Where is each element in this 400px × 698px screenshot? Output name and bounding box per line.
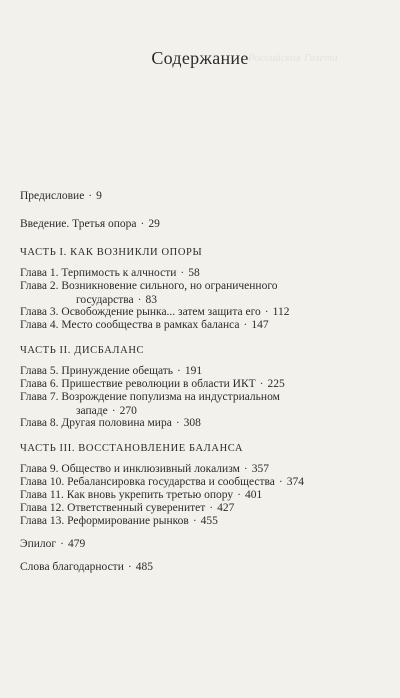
dot-separator: · bbox=[177, 365, 181, 377]
toc-entry-chapter-10[interactable] bbox=[20, 475, 390, 489]
entry-page: 427 bbox=[217, 502, 235, 514]
dot-separator: · bbox=[209, 502, 214, 514]
watermark: Российская Газета bbox=[248, 52, 338, 64]
page-title: Содержание bbox=[151, 48, 249, 68]
entry-title: Место сообщества в рамках баланса bbox=[61, 319, 240, 331]
chapter-number: Глава 11. bbox=[20, 489, 64, 501]
dot-separator: · bbox=[192, 515, 197, 527]
toc-entry-chapter-8[interactable] bbox=[20, 416, 390, 430]
dot-separator: · bbox=[278, 476, 283, 488]
toc-entry-chapter-2[interactable] bbox=[20, 279, 390, 307]
dot-separator: · bbox=[237, 489, 241, 501]
entry-title: Возникновение сильного, но ограниченного bbox=[61, 280, 278, 292]
entry-page: 83 bbox=[145, 294, 158, 306]
toc-entry-intro[interactable] bbox=[20, 217, 390, 231]
toc-entry-chapter-13[interactable] bbox=[20, 514, 390, 528]
entry-page: 58 bbox=[188, 267, 200, 279]
chapter-number: Глава 9. bbox=[20, 463, 59, 475]
dot-separator: · bbox=[180, 267, 185, 279]
part-heading-3: ЧАСТЬ III. ВОССТАНОВЛЕНИЕ БАЛАНСА bbox=[20, 443, 244, 454]
entry-page: 270 bbox=[119, 405, 137, 417]
chapter-number: Глава 3. bbox=[20, 306, 59, 318]
entry-title: Другая половина мира bbox=[61, 417, 172, 429]
chapter-number: Глава 13. bbox=[20, 515, 65, 527]
toc-entry-chapter-4[interactable] bbox=[20, 318, 390, 332]
entry-title: Ребалансировка государства и сообщества bbox=[67, 476, 275, 488]
dot-separator: · bbox=[137, 294, 142, 306]
entry-page: 485 bbox=[135, 561, 153, 573]
chapter-number: Глава 8. bbox=[20, 417, 59, 429]
entry-page: 455 bbox=[200, 515, 218, 527]
toc-entry-chapter-7[interactable] bbox=[20, 390, 390, 418]
dot-separator: · bbox=[259, 378, 264, 390]
toc-entry-chapter-12[interactable] bbox=[20, 501, 390, 515]
dot-separator: · bbox=[243, 463, 248, 475]
toc-entry-chapter-6[interactable] bbox=[20, 377, 390, 391]
entry-title: Терпимость к алчности bbox=[61, 267, 177, 279]
chapter-number: Глава 2. bbox=[20, 280, 59, 292]
toc-entry-acknowledgments[interactable] bbox=[20, 560, 390, 574]
dot-separator: · bbox=[264, 306, 269, 318]
entry-title: Эпилог bbox=[20, 538, 57, 550]
entry-title: Освобождение рынка... затем защита его bbox=[61, 306, 261, 318]
entry-page: 401 bbox=[244, 489, 263, 501]
entry-title: Возрождение популизма на индустриальном bbox=[61, 391, 280, 403]
chapter-number: Глава 5. bbox=[20, 365, 59, 377]
entry-page: 357 bbox=[251, 463, 269, 475]
dot-separator: · bbox=[127, 561, 132, 573]
entry-title: Слова благодарности bbox=[20, 561, 124, 573]
entry-page: 147 bbox=[251, 319, 269, 331]
chapter-number: Глава 6. bbox=[20, 378, 59, 390]
toc-entry-chapter-5[interactable] bbox=[20, 364, 390, 378]
entry-title: Общество и инклюзивный локализм bbox=[61, 463, 240, 475]
chapter-number: Глава 4. bbox=[20, 319, 59, 331]
chapter-number: Глава 7. bbox=[20, 391, 59, 403]
chapter-number: Глава 12. bbox=[20, 502, 65, 514]
entry-title-cont-text: государства bbox=[76, 294, 134, 306]
entry-title: Реформирование рынков bbox=[67, 515, 189, 527]
dot-separator: · bbox=[88, 190, 93, 202]
entry-title: Пришествие революции в области ИКТ bbox=[61, 378, 256, 390]
entry-page: 374 bbox=[286, 476, 304, 488]
dot-separator: · bbox=[175, 417, 180, 429]
entry-page: 9 bbox=[96, 190, 102, 202]
entry-title: Как вновь укрепить третью опору bbox=[66, 489, 234, 501]
chapter-number: Глава 1. bbox=[20, 267, 59, 279]
dot-separator: · bbox=[243, 319, 248, 331]
dot-separator: · bbox=[140, 218, 145, 230]
entry-title-cont-text: западе bbox=[76, 405, 108, 417]
entry-page: 191 bbox=[184, 365, 203, 377]
entry-page: 112 bbox=[272, 306, 290, 318]
entry-title: Принуждение обещать bbox=[61, 365, 174, 377]
entry-page: 479 bbox=[67, 538, 86, 550]
toc-entry-epilogue[interactable] bbox=[20, 537, 390, 551]
toc-entry-chapter-11[interactable] bbox=[20, 488, 390, 502]
entry-title: Введение. Третья опора bbox=[20, 218, 137, 230]
entry-page: 308 bbox=[183, 417, 201, 429]
entry-title: Предисловие bbox=[20, 190, 85, 202]
entry-page: 29 bbox=[148, 218, 160, 230]
toc-entry-chapter-9[interactable] bbox=[20, 462, 390, 476]
toc-entry-chapter-1[interactable] bbox=[20, 266, 390, 280]
part-heading-1: ЧАСТЬ I. КАК ВОЗНИКЛИ ОПОРЫ bbox=[20, 247, 203, 258]
toc-entry-chapter-3[interactable] bbox=[20, 305, 390, 319]
entry-page: 225 bbox=[267, 378, 285, 390]
part-heading-2: ЧАСТЬ II. ДИСБАЛАНС bbox=[20, 345, 145, 356]
entry-title: Ответственный суверенитет bbox=[67, 502, 206, 514]
toc-entry-preface[interactable] bbox=[20, 189, 390, 203]
dot-separator: · bbox=[111, 405, 116, 417]
dot-separator: · bbox=[60, 538, 64, 550]
chapter-number: Глава 10. bbox=[20, 476, 65, 488]
